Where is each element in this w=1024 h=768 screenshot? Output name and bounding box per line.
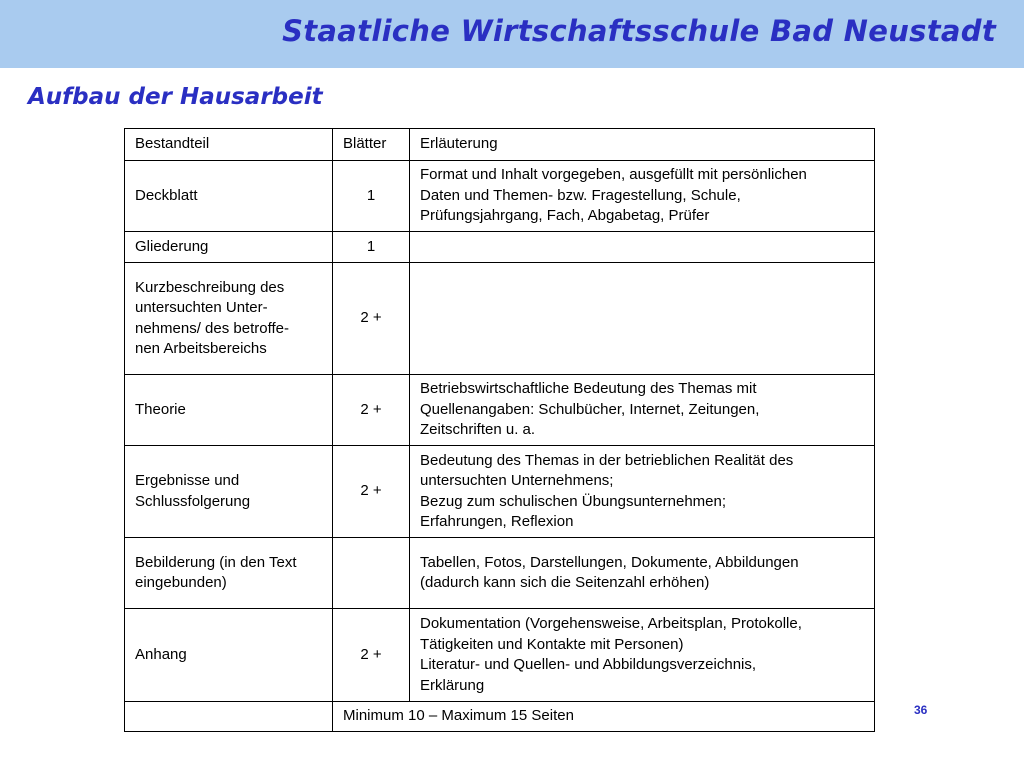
cell-blaetter: 2 + (333, 375, 410, 446)
column-header-bestandteil: Bestandteil (125, 129, 333, 161)
cell-erlaeuterung: Dokumentation (Vorgehensweise, Arbeitsplan, Protokolle, Tätigkeiten und Kontakte mit Personen) Literatur- und Quellen- und Abbildungsverzeichnis, Erklärung (410, 609, 875, 702)
cell-erlaeuterung (410, 263, 875, 375)
cell-blaetter: 1 (333, 232, 410, 263)
column-header-blaetter: Blätter (333, 129, 410, 161)
cell-bestandteil: Bebilderung (in den Text eingebunden) (125, 538, 333, 609)
cell-bestandteil: Ergebnisse und Schlussfolgerung (125, 446, 333, 538)
page-range-note: Minimum 10 – Maximum 15 Seiten (333, 702, 875, 732)
table-row-anhang (125, 609, 875, 702)
cell-erlaeuterung (410, 232, 875, 263)
cell-blaetter: 2 + (333, 609, 410, 702)
cell-blaetter (333, 538, 410, 609)
table-row-kurzbeschreibung (125, 263, 875, 375)
table-row-gliederung (125, 232, 875, 263)
column-header-erlaeuterung: Erläuterung (410, 129, 875, 161)
cell-erlaeuterung: Bedeutung des Themas in der betrieblichen Realität des untersuchten Unternehmens; Bezug zum schulischen Übungsunternehmen; Erfahrungen, Reflexion (410, 446, 875, 538)
table-row-footer (125, 702, 875, 732)
cell-bestandteil: Deckblatt (125, 161, 333, 232)
table-row-deckblatt (125, 161, 875, 232)
table-row-bebilderung (125, 538, 875, 609)
page-number: 36 (914, 703, 928, 717)
table-header-row (125, 129, 875, 161)
cell-blaetter: 1 (333, 161, 410, 232)
cell-bestandteil: Anhang (125, 609, 333, 702)
table-row-theorie (125, 375, 875, 446)
cell-erlaeuterung: Betriebswirtschaftliche Bedeutung des Themas mit Quellenangaben: Schulbücher, Internet, Zeitungen, Zeitschriften u. a. (410, 375, 875, 446)
cell-empty (125, 702, 333, 732)
cell-bestandteil: Kurzbeschreibung des untersuchten Unter- nehmens/ des betroffe- nen Arbeitsbereichs (125, 263, 333, 375)
cell-erlaeuterung: Tabellen, Fotos, Darstellungen, Dokumente, Abbildungen (dadurch kann sich die Seitenzahl erhöhen) (410, 538, 875, 609)
cell-blaetter: 2 + (333, 446, 410, 538)
cell-bestandteil: Theorie (125, 375, 333, 446)
cell-erlaeuterung: Format und Inhalt vorgegeben, ausgefüllt mit persönlichen Daten und Themen- bzw. Fragestellung, Schule, Prüfungsjahrgang, Fach, Abgabetag, Prüfer (410, 161, 875, 232)
table-row-ergebnisse (125, 446, 875, 538)
section-title: Aufbau der Hausarbeit (28, 84, 323, 110)
slide-title: Staatliche Wirtschaftsschule Bad Neustadt (282, 14, 996, 48)
cell-blaetter: 2 + (333, 263, 410, 375)
cell-bestandteil: Gliederung (125, 232, 333, 263)
structure-table (124, 128, 875, 732)
